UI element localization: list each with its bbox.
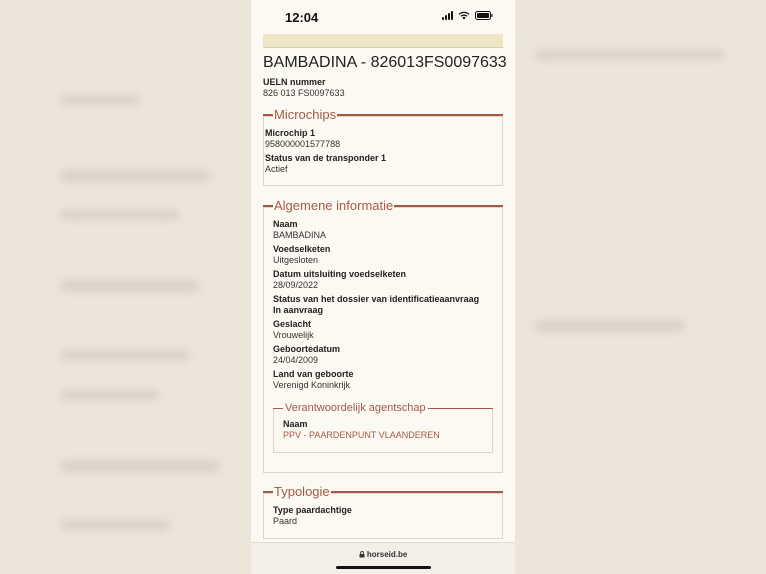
- field-label: Status van het dossier van identificatieaanvraag: [273, 294, 480, 304]
- url-display[interactable]: [251, 550, 515, 559]
- status-icons: [442, 10, 493, 20]
- field-label: Naam: [273, 219, 298, 229]
- wifi-icon: [458, 11, 470, 20]
- microchips-header: [263, 107, 503, 122]
- field-label: Microchip 1: [265, 128, 316, 138]
- ueln-block: [263, 77, 345, 102]
- agency-fields: [283, 419, 440, 441]
- typology-section: [263, 484, 503, 539]
- ueln-label: UELN nummer: [263, 77, 326, 87]
- field-value: Paard: [273, 516, 298, 526]
- header-strip: [263, 34, 503, 48]
- field-label: Land van geboorte: [273, 369, 354, 379]
- field-value: 28/09/2022: [273, 280, 319, 290]
- signal-icon: [442, 10, 453, 20]
- general-info-section: [263, 198, 503, 473]
- agency-title: Verantwoordelijk agentschap: [285, 402, 426, 414]
- browser-bar: [251, 542, 515, 574]
- microchips-fields: [265, 128, 386, 178]
- field-value: Verenigd Koninkrijk: [273, 380, 351, 390]
- general-info-fields: [273, 219, 479, 394]
- field-label: Voedselketen: [273, 244, 331, 254]
- typology-header: [263, 484, 503, 499]
- field-label: Geslacht: [273, 319, 312, 329]
- field-value: Uitgesloten: [273, 255, 319, 265]
- field-label: Status van de transponder 1: [265, 153, 387, 163]
- field-label: Type paardachtige: [273, 505, 352, 515]
- typology-fields: [273, 505, 352, 530]
- microchips-section: [263, 107, 503, 186]
- battery-icon: [475, 11, 493, 20]
- ueln-value: 826 013 FS0097633: [263, 88, 345, 98]
- typology-title: Typologie: [274, 484, 330, 499]
- page-title: BAMBADINA - 826013FS0097633: [263, 54, 507, 71]
- agency-name-link[interactable]: PPV - PAARDENPUNT VLAANDEREN: [283, 430, 440, 440]
- microchips-title: Microchips: [274, 107, 337, 122]
- agency-header: [273, 402, 493, 414]
- field-value: BAMBADINA: [273, 230, 327, 240]
- lock-icon: [359, 551, 365, 558]
- field-value: In aanvraag: [273, 305, 324, 315]
- field-value: 958000001577788: [265, 139, 341, 149]
- background-left: [0, 0, 251, 574]
- status-bar: [251, 0, 515, 34]
- home-indicator[interactable]: [336, 566, 431, 569]
- background-right: [515, 0, 766, 574]
- general-info-header: [263, 198, 503, 213]
- field-value: Actief: [265, 164, 288, 174]
- field-label: Geboortedatum: [273, 344, 341, 354]
- agency-section: [273, 402, 493, 453]
- field-value: 24/04/2009: [273, 355, 319, 365]
- field-label: Datum uitsluiting voedselketen: [273, 269, 407, 279]
- url-text: horseid.be: [366, 550, 408, 559]
- agency-name-label: Naam: [283, 419, 308, 429]
- field-value: Vrouwelijk: [273, 330, 314, 340]
- general-info-title: Algemene informatie: [274, 198, 394, 213]
- status-time: 12:04: [285, 10, 319, 25]
- phone-screen: [251, 0, 515, 574]
